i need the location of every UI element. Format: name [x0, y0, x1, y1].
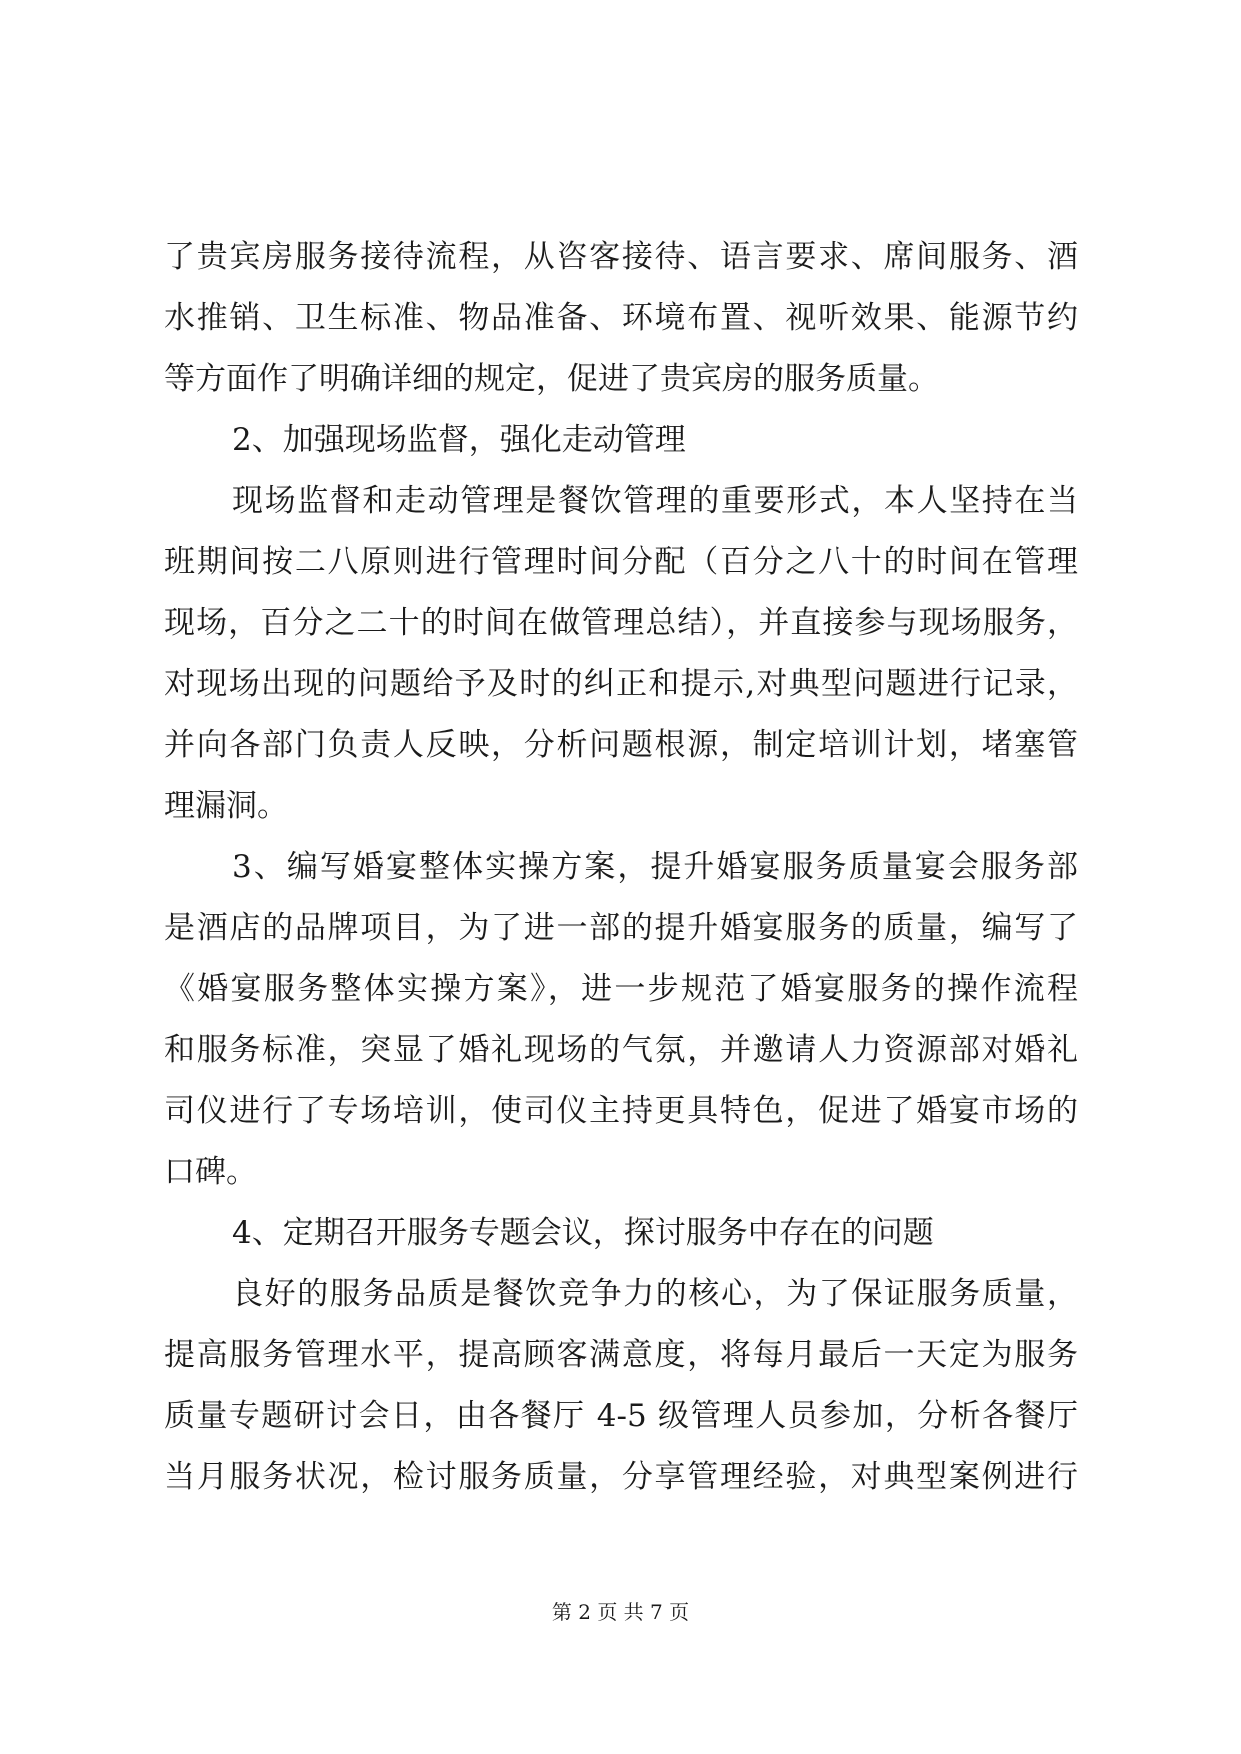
text-line: 了贵宾房服务接待流程，从咨客接待、语言要求、席间服务、酒: [164, 239, 1078, 275]
text-line: 水推销、卫生标准、物品准备、环境布置、视听效果、能源节约: [164, 300, 1078, 336]
text-line: 班期间按二八原则进行管理时间分配（百分之八十的时间在管理: [164, 544, 1078, 580]
text-line: 理漏洞。: [164, 788, 288, 824]
text-line: 并向各部门负责人反映，分析问题根源，制定培训计划，堵塞管: [164, 727, 1078, 763]
text-line: 提高服务管理水平，提高顾客满意度，将每月最后一天定为服务: [164, 1337, 1078, 1373]
text-line: 良好的服务品质是餐饮竞争力的核心，为了保证服务质量，: [232, 1276, 1078, 1312]
text-line: 等方面作了明确详细的规定，促进了贵宾房的服务质量。: [164, 361, 939, 397]
text-line: 口碑。: [164, 1154, 257, 1190]
text-line: 《婚宴服务整体实操方案》，进一步规范了婚宴服务的操作流程: [164, 971, 1078, 1007]
text-line: 对现场出现的问题给予及时的纠正和提示,对典型问题进行记录，: [164, 666, 1078, 702]
section-heading: 2、加强现场监督，强化走动管理: [232, 422, 686, 458]
text-line: 质量专题研讨会日，由各餐厅 4-5 级管理人员参加，分析各餐厅: [164, 1398, 1078, 1434]
text-line: 和服务标准，突显了婚礼现场的气氛，并邀请人力资源部对婚礼: [164, 1032, 1078, 1068]
text-line: 司仪进行了专场培训，使司仪主持更具特色，促进了婚宴市场的: [164, 1093, 1078, 1129]
text-line: 现场，百分之二十的时间在做管理总结），并直接参与现场服务，: [164, 605, 1078, 641]
section-heading: 3、编写婚宴整体实操方案，提升婚宴服务质量宴会服务部: [232, 849, 1078, 885]
page-number-footer: 第 2 页 共 7 页: [551, 1600, 690, 1624]
section-heading: 4、定期召开服务专题会议，探讨服务中存在的问题: [232, 1215, 934, 1251]
document-body: [164, 227, 1078, 1508]
text-line: 现场监督和走动管理是餐饮管理的重要形式，本人坚持在当: [232, 483, 1078, 519]
text-line: 当月服务状况，检讨服务质量，分享管理经验，对典型案例进行: [164, 1459, 1078, 1495]
text-line: 是酒店的品牌项目，为了进一部的提升婚宴服务的质量，编写了: [164, 910, 1078, 946]
